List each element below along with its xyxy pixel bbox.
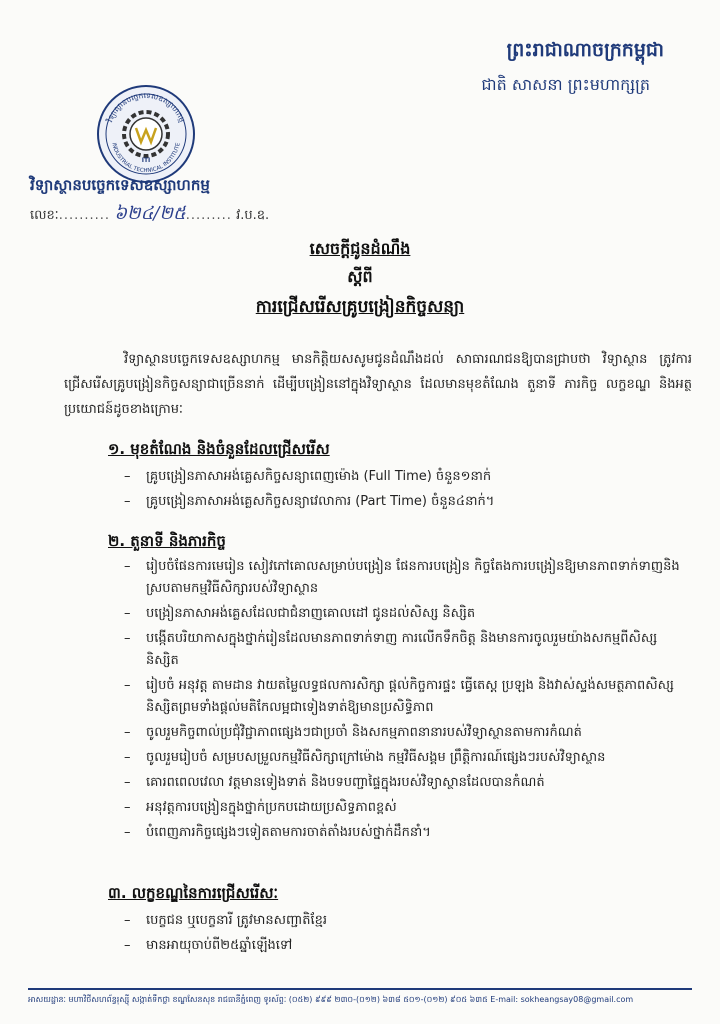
ref-suffix: វ.ប.ឧ. [236,208,270,223]
dash-bullet-icon: – [124,469,131,484]
dash-bullet-icon: – [124,938,131,953]
intro-paragraph: វិទ្យាស្ថានបច្ចេកទេសឧស្សាហកម្ម មានកិត្តិយសសូមជូនដំណឹងដល់ សាធារណជនឱ្យបានជ្រាបថា វិទ្យាស្ថាន ត្រូវការជ្រើសរើសគ្រូបង្រៀនកិច្ចសន្យាជាច្រើននាក់ ដើម្បីបង្រៀននៅក្នុងវិទ្យាស្ថាន ដែលមានមុខតំណែង តួនាទី ភារកិច្ច លក្ខខណ្ឌ និងអត្ថប្រយោជន៍ដូចខាងក្រោមៈ [64,352,692,417]
institute-logo [96,84,196,184]
dash-bullet-icon: – [124,913,131,928]
list-item: – គ្រូបង្រៀនភាសាអង់គ្លេសកិច្ចសន្យាពេញម៉ោង (Full Time) ចំនួន១នាក់ [124,466,684,488]
list-item: – បំពេញភារកិច្ចផ្សេងៗទៀតតាមការចាត់តាំងរបស់ថ្នាក់ដឹកនាំ។ [124,822,690,844]
section-1-title: ១. មុខតំណែង និងចំនួនដែលជ្រើសរើស [108,440,330,458]
list-item: – ចូលរួមកិច្ចពាល់ប្រជុំវិជ្ជាភាពផ្សេងៗជាប្រចាំ និងសកម្មភាពនានារបស់វិទ្យាស្ថានតាមការកំណត់ [124,722,690,744]
title-line-2: ស្តីពី [347,267,373,286]
dash-bullet-icon: – [124,678,131,693]
section-3-list [124,910,684,960]
dash-bullet-icon: – [124,606,131,621]
title-line-3: ការជ្រើសរើសគ្រូបង្រៀនកិច្ចសន្យា [255,297,465,317]
institute-name: វិទ្យាស្ថានបច្ចេកទេសឧស្សាហកម្ម [30,176,210,194]
section-1-list [124,466,684,516]
logo-bottom-text: INDUSTRIAL TECHNICAL INSTITUTE [110,142,182,175]
kingdom-title: ព្រះរាជាណាចក្រកម្ពុជា [506,39,664,61]
list-item: – បង្កើតបរិយាកាសក្នុងថ្នាក់រៀនដែលមានភាពទាក់ទាញ ការលើកទឹកចិត្ត និងមានការចូលរួមយ៉ាងសកម្មពីសិស្ស និស្សិត [124,628,690,672]
logo-iti-text: ITI [141,157,151,164]
dash-bullet-icon: – [124,559,131,574]
section-3-title: ៣. លក្ខខណ្ឌនៃការជ្រើសរើសៈ [108,884,279,902]
footer-address: អាសយដ្ឋានៈ មហាវិថីសហព័ន្ធរុស្ស៊ី សង្កាត់ទឹកថ្លា ខណ្ឌសែនសុខ រាជធានីភ្នំពេញ ទូរស័ព្ទៈ (០៥២) ៩៩៩ ២៣០-(០១២) ៦៣៨ ៥០១-(០១២) ៩០៥ ៦៣៥ E-mail: sokheangsay08@gmail.com [28,988,692,1006]
dash-bullet-icon: – [124,750,131,765]
list-item: – អនុវត្តការបង្រៀនក្នុងថ្នាក់ប្រកបដោយប្រសិទ្ធភាពខ្ពស់ [124,797,690,819]
section-2-list [124,556,690,847]
logo-ring-text: វិទ្យាស្ថានបច្ចេកទេសឧស្សាហកម្ម [105,90,187,124]
list-item: – រៀបចំផែនការមេរៀន សៀវភៅគោលសម្រាប់បង្រៀន ផែនការបង្រៀន កិច្ចតែងការបង្រៀនឱ្យមានភាពទាក់ទាញនិងស្របតាមកម្មវិធីសិក្សារបស់វិទ្យាស្ថាន [124,556,690,600]
dash-bullet-icon: – [124,725,131,740]
dash-bullet-icon: – [124,800,131,815]
dash-bullet-icon: – [124,825,131,840]
list-item: – រៀបចំ អនុវត្ត តាមដាន វាយតម្លៃលទ្ធផលការសិក្សា ផ្តល់កិច្ចការផ្ទះ ធ្វើតេស្ត ប្រឡង និងវាស់ស្ទង់សមត្ថភាពសិស្ស និស្សិតព្រមទាំងផ្តល់មតិកែលម្អជាទៀងទាត់ឱ្យមានប្រសិទ្ធិភាព [124,675,690,719]
list-item: – បេក្ខជន ឬបេក្ខនារី ត្រូវមានសញ្ជាតិខ្មែរ [124,910,684,932]
ref-label: លេខៈ [30,208,59,223]
list-item: – ចូលរួមរៀបចំ សម្របសម្រួលកម្មវិធីសិក្សាក្រៅម៉ោង កម្មវិធីសង្គម ព្រឹត្តិការណ៍ផ្សេងៗរបស់វិទ្យាស្ថាន [124,747,690,769]
national-motto: ជាតិ សាសនា ព្រះមហាក្សត្រ [481,75,650,94]
title-line-1: សេចក្តីជូនដំណឹង [309,239,411,258]
list-item: – គ្រូបង្រៀនភាសាអង់គ្លេសកិច្ចសន្យាវេលាការ (Part Time) ចំនួន៤នាក់។ [124,491,684,513]
list-item: – គោរពពេលវេលា វត្តមានទៀងទាត់ និងបទបញ្ជាផ្ទៃក្នុងរបស់វិទ្យាស្ថានដែលបានកំណត់ [124,772,690,794]
reference-line: លេខៈ.......... ៦២៤/២៥......... វ.ប.ឧ. [30,203,270,224]
dash-bullet-icon: – [124,631,131,646]
dash-bullet-icon: – [124,494,131,509]
dash-bullet-icon: – [124,775,131,790]
ref-number: ៦២៤/២៥ [114,203,186,224]
list-item: – បង្រៀនភាសាអង់គ្លេសដែលជាជំនាញគោលដៅ ជូនដល់សិស្ស និស្សិត [124,603,690,625]
section-2-title: ២. តួនាទី និងភារកិច្ច [108,532,226,550]
list-item: – មានអាយុចាប់ពី២៥ឆ្នាំឡើងទៅ [124,935,684,957]
notice-title [0,238,720,321]
